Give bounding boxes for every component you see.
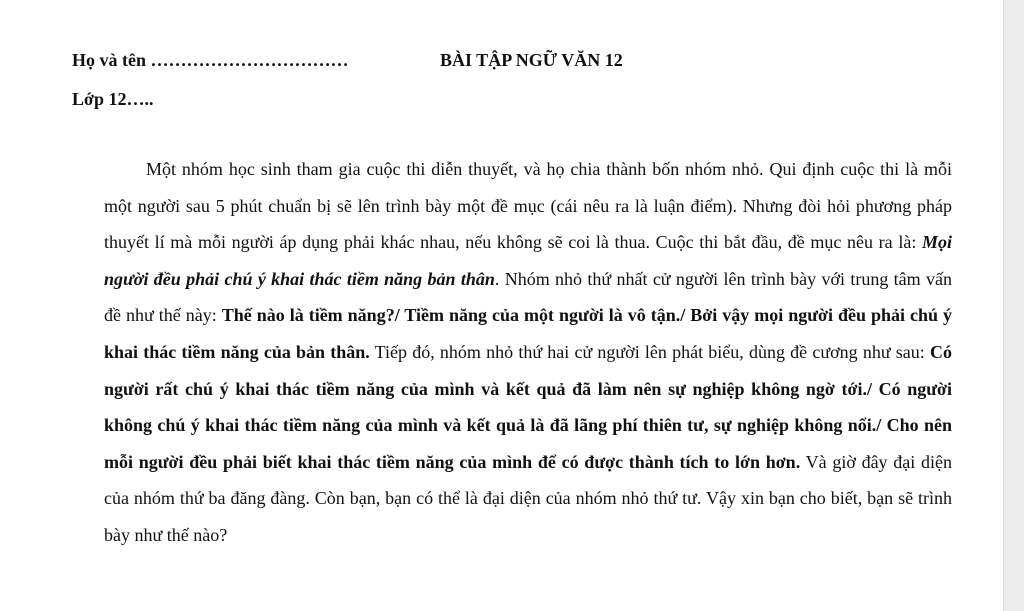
window-edge-strip — [1003, 0, 1024, 611]
paragraph-part-1: Một nhóm học sinh tham gia cuộc thi diễn thuyết, và họ chia thành bốn nhóm nhỏ. Qui định cuộc thi là mỗi một người sau 5 phút chuẩn bị sẽ lên trình bày một đề mục (cái nêu ra là luận điểm). Nhưng đòi hỏi phương pháp thuyết lí mà mỗi người áp dụng phải khác nhau, nếu không sẽ coi là thua. Cuộc thi bắt đầu, đề mục nêu ra là: — [104, 159, 952, 253]
paragraph-part-2: . Nhóm nhỏ thứ nhất cử người lên trình bày với trung tâm vấn đề như thế này: — [104, 268, 952, 326]
paragraph-part-3: Tiếp đó, nhóm nhỏ thứ hai cử người lên phát biểu, dùng đề cương như sau: — [369, 341, 930, 362]
outline-group-2: Có người rất chú ý khai thác tiềm năng của mình và kết quả đã làm nên sự nghiệp không ngờ tới./ Có người không chú ý khai thác tiềm năng của mình và kết quả là đã lãng phí thiên tư, sự nghiệp không nổi./ Cho nên mỗi người đều phải biết khai thác tiềm năng của mình để có được thành tích to lớn hơn. — [104, 341, 952, 472]
paragraph-part-4: Và giờ đây đại diện của nhóm thứ ba đăng đàng. Còn bạn, bạn có thể là đại diện của nhóm nhỏ thứ tư. Vậy xin bạn cho biết, bạn sẽ trình bày như thế nào? — [104, 451, 953, 545]
exercise-paragraph — [104, 151, 952, 554]
class-label: Lớp 12….. — [72, 89, 154, 109]
document-title: BÀI TẬP NGỮ VĂN 12 — [440, 50, 623, 70]
header-line — [72, 50, 623, 71]
outline-group-1: Thế nào là tiềm năng?/ Tiềm năng của một người là vô tận./ Bởi vậy mọi người đều phải chú ý khai thác tiềm năng của bản thân. — [104, 305, 952, 362]
student-name-label: Họ và tên …………………………… — [72, 50, 349, 70]
topic-statement: Mọi người đều phải chú ý khai thác tiềm năng bản thân — [104, 232, 952, 289]
